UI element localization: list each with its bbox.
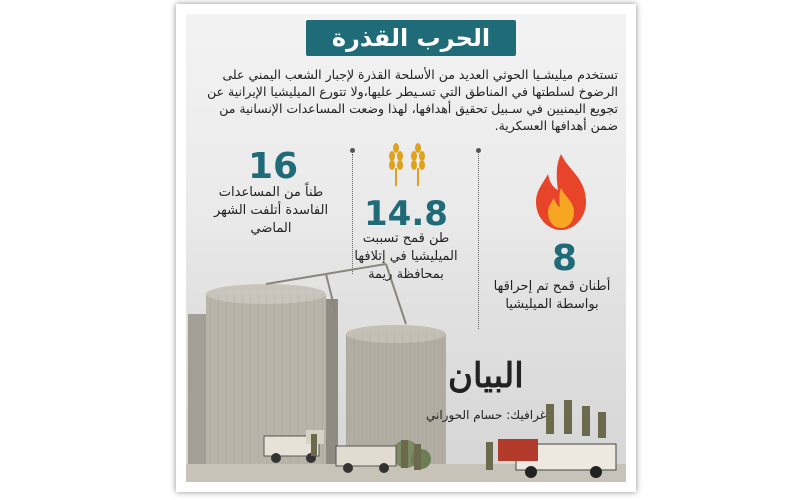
stat-label-aid-spoiled — [206, 184, 336, 238]
stat-label-line: طن قمح تسببت — [362, 231, 450, 246]
divider-line — [478, 154, 479, 329]
infographic-card — [176, 4, 636, 492]
stat-value-aid-spoiled: 16 — [248, 146, 299, 187]
graphic-credit: غرافيك: حسام الحوراني — [426, 408, 546, 422]
stat-label-line: الماضي — [250, 221, 292, 236]
page-title: الحرب القذرة — [331, 24, 491, 52]
divider-dot — [476, 148, 481, 153]
intro-paragraph: تستخدم ميليشـيا الحوثي العديد من الأسلحة القذرة لإجبار الشعب اليمني على الرضوخ لسلطتها في المناطق التي تسـيطر عليها،ولا تتورع الميليشيا الإيرانية عن تجويع اليمنيين في سـبيل تحقيق أهدافها، لهذا وضعت المساعدات الإنسانية من ضمن أهدافها العسكرية. — [207, 67, 618, 133]
stat-label-line: بمحافظة ريمة — [368, 267, 444, 282]
stat-label-line: أطنان قمح تم إحراقها — [493, 279, 611, 294]
stat-label-line: بواسطة الميليشيا — [505, 297, 599, 312]
stat-label-wheat-spoiled — [346, 230, 466, 284]
stat-value-wheat-spoiled: 14.8 — [364, 194, 448, 234]
stat-label-line: الميليشيا في إتلافها — [354, 249, 458, 264]
fire-icon — [526, 152, 596, 232]
stat-value-wheat-burned: 8 — [552, 238, 578, 279]
infographic-panel — [186, 14, 626, 482]
wheat-icon — [382, 140, 432, 188]
divider-dot — [350, 148, 355, 153]
stat-label-wheat-burned — [482, 278, 622, 314]
albayan-logo: البيان — [448, 356, 524, 396]
title-banner — [306, 20, 516, 56]
stat-label-line: طناً من المساعدات — [218, 185, 324, 200]
stat-label-line: الفاسدة أتلفت الشهر — [213, 203, 329, 218]
